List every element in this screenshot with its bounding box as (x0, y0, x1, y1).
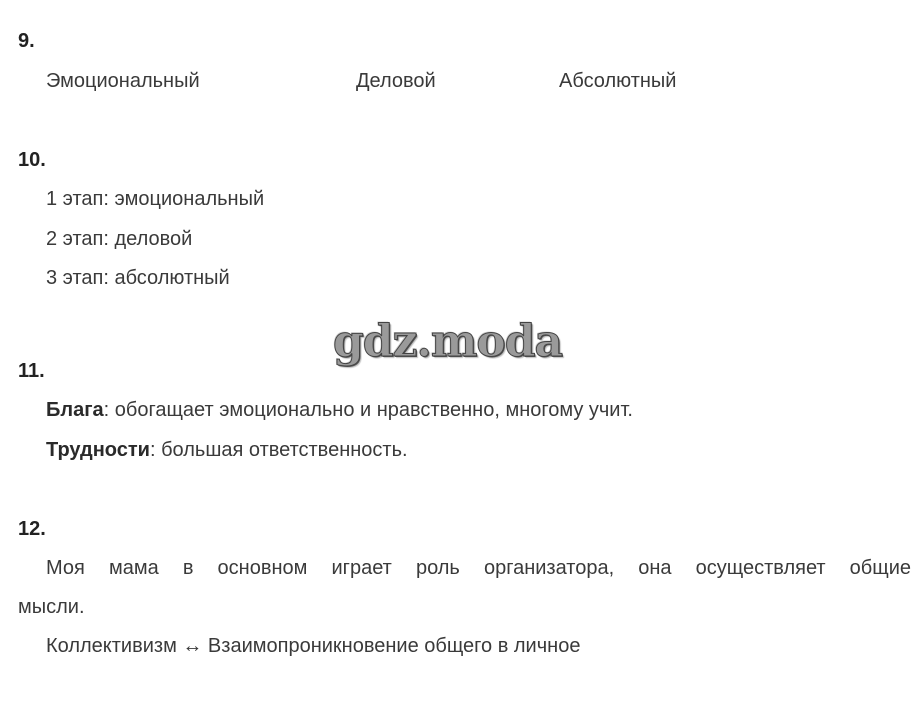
stage-line-2: 2 этап: деловой (46, 228, 193, 250)
paragraph-word: организатора, (483, 557, 615, 579)
stage-line-3: 3 этап: абсолютный (46, 267, 230, 289)
paragraph-word: осуществляет (695, 557, 826, 579)
question-number-12: 12. (18, 518, 46, 540)
difficulties-text: : большая ответственность. (149, 439, 408, 461)
paragraph-word: играет (331, 557, 392, 579)
question-number-9: 9. (18, 30, 35, 52)
question-number-11: 11. (18, 360, 45, 382)
answer-word-emotional: Эмоциональный (46, 70, 200, 92)
paragraph-word: она (638, 557, 672, 579)
paragraph-word: Моя (46, 557, 85, 579)
benefits-text: : обогащает эмоционально и нравственно, многому учит. (103, 399, 633, 421)
benefits-label: Блага (46, 399, 104, 421)
answer-word-business: Деловой (356, 70, 436, 92)
answer-word-absolute: Абсолютный (559, 70, 677, 92)
paragraph-word: роль (415, 557, 460, 579)
paragraph-word: мама (108, 557, 159, 579)
watermark-logo: gdz.moda (333, 316, 563, 367)
difficulties-line (46, 438, 408, 462)
paragraph-word: в (182, 557, 194, 579)
paragraph-word: основном (217, 557, 308, 579)
role-paragraph-continuation: мысли. (18, 596, 85, 618)
role-paragraph-line (46, 556, 911, 580)
question-number-10: 10. (18, 149, 46, 171)
collectivism-relation-line: Коллективизм ↔ Взаимопроникновение общего в личное (46, 635, 581, 657)
difficulties-label: Трудности (46, 439, 150, 461)
stage-line-1: 1 этап: эмоциональный (46, 188, 265, 210)
benefits-line (46, 398, 633, 422)
paragraph-word: общие (849, 557, 911, 579)
